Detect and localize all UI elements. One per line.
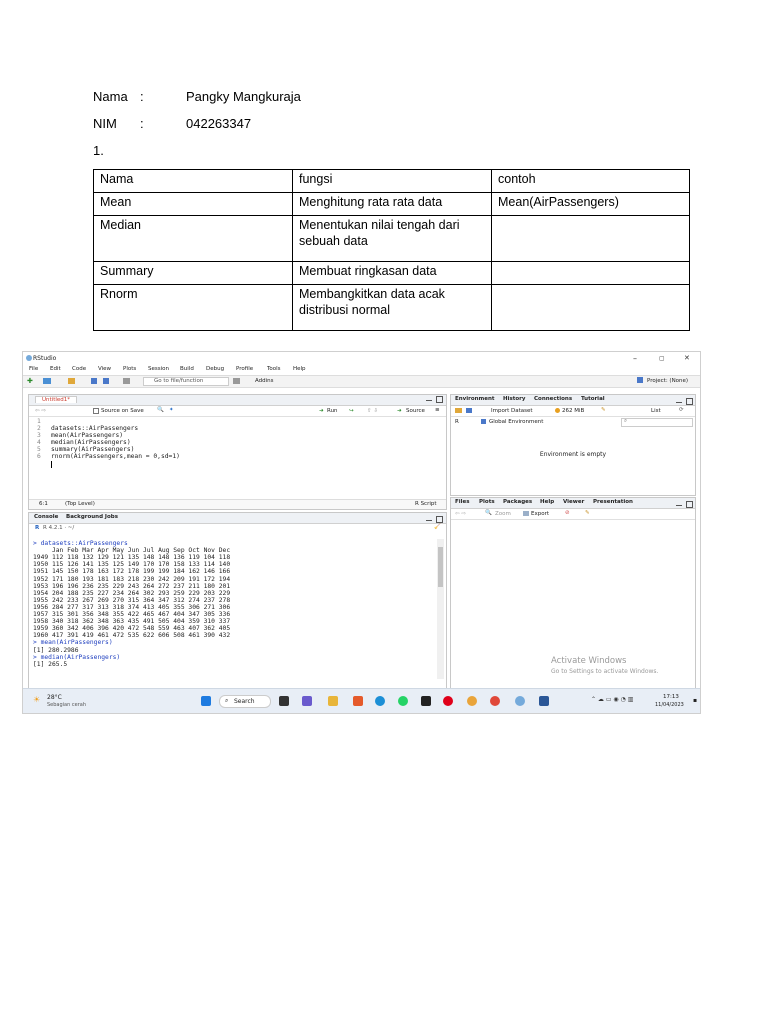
maximize-pane-icon[interactable] xyxy=(686,398,693,405)
window-title: RStudio xyxy=(33,355,57,362)
table-cell: Summary xyxy=(94,262,293,285)
tab-connections[interactable]: Connections xyxy=(534,396,573,402)
project-icon xyxy=(637,377,643,383)
source-on-save-label: Source on Save xyxy=(101,408,144,414)
tab-background-jobs[interactable]: Background Jobs xyxy=(66,514,118,520)
weather-description[interactable]: Sebagian cerah xyxy=(47,702,86,708)
nim-separator: : xyxy=(140,116,144,131)
menu-build[interactable]: Build xyxy=(180,366,194,372)
menu-help[interactable]: Help xyxy=(293,366,306,372)
environment-empty-message: Environment is empty xyxy=(539,451,607,458)
table-cell: Menghitung rata rata data xyxy=(293,193,492,216)
tab-console[interactable]: Console xyxy=(34,514,59,520)
project-menu[interactable]: Project: (None) xyxy=(647,378,689,384)
question-number: 1. xyxy=(93,143,104,158)
language-select[interactable]: R xyxy=(455,419,459,425)
list-view-button[interactable]: List xyxy=(651,408,661,414)
code-line[interactable]: summary(AirPassengers) xyxy=(51,446,135,454)
editor-tabbar xyxy=(29,395,446,406)
table-cell xyxy=(492,216,690,262)
goto-file-input[interactable] xyxy=(143,377,229,386)
minimize-pane-icon[interactable] xyxy=(676,399,682,403)
outline-icon[interactable]: ≡ xyxy=(435,407,440,413)
plots-toolbar xyxy=(451,509,695,520)
rerun-icon[interactable]: ↪ xyxy=(349,408,354,414)
tab-plots[interactable]: Plots xyxy=(479,499,495,505)
tab-untitled1[interactable]: Untitled1* xyxy=(35,396,77,403)
table-header-cell: fungsi xyxy=(293,170,492,193)
environment-pane xyxy=(450,394,696,496)
maximize-pane-icon[interactable] xyxy=(436,516,443,523)
console-line: 1951 145 150 178 163 172 178 199 199 184 162 146 166 xyxy=(33,568,231,576)
globe-icon xyxy=(481,419,486,424)
table-cell xyxy=(492,285,690,331)
source-button[interactable]: Source xyxy=(406,408,425,414)
console-line: 1952 171 180 193 181 183 218 230 242 209 191 172 194 xyxy=(33,575,231,583)
store-icon[interactable] xyxy=(421,696,431,706)
console-line: 1956 284 277 317 313 318 374 413 405 355 306 271 306 xyxy=(33,603,231,611)
table-header-cell: Nama xyxy=(94,170,293,193)
run-button[interactable]: Run xyxy=(327,408,338,414)
load-workspace-icon[interactable] xyxy=(455,408,462,413)
table-cell: Menentukan nilai tengah dari sebuah data xyxy=(293,216,492,262)
console-line: > median(AirPassengers) xyxy=(33,653,121,661)
print-icon[interactable] xyxy=(123,378,130,384)
menu-profile[interactable]: Profile xyxy=(236,366,254,372)
console-line: 1950 115 126 141 135 125 149 170 170 158 133 114 140 xyxy=(33,561,231,569)
console-line: 1954 204 188 235 227 234 264 302 293 259 229 203 229 xyxy=(33,589,231,597)
memory-usage[interactable]: 262 MiB xyxy=(562,408,585,414)
minimize-pane-icon[interactable] xyxy=(426,517,432,521)
open-file-icon[interactable] xyxy=(68,378,75,384)
console-output[interactable] xyxy=(33,533,230,668)
environment-scope-bar xyxy=(451,417,695,427)
code-line[interactable]: mean(AirPassengers) xyxy=(51,432,124,440)
edge-icon[interactable] xyxy=(375,696,385,706)
file-type[interactable]: R Script xyxy=(415,501,437,507)
environment-search-input[interactable] xyxy=(621,418,693,427)
files-pane xyxy=(450,497,696,689)
table-row xyxy=(94,216,690,262)
maximize-button[interactable]: ▢ xyxy=(659,355,665,362)
console-line: 1958 340 318 362 348 363 435 491 505 404 359 310 337 xyxy=(33,618,231,626)
tab-files[interactable]: Files xyxy=(455,499,470,505)
start-button[interactable] xyxy=(201,696,211,706)
wand-icon[interactable]: ✦ xyxy=(169,407,174,413)
windows-taskbar xyxy=(23,688,700,714)
goto-file-placeholder: Go to file/function xyxy=(154,378,204,384)
console-line: 1957 315 301 356 348 355 422 465 467 404 347 305 336 xyxy=(33,611,231,619)
rstudio-logo-icon xyxy=(26,355,32,361)
clear-console-icon[interactable]: 🧹 xyxy=(434,524,441,530)
menu-code[interactable]: Code xyxy=(72,366,87,372)
table-cell: Membangkitkan data acak distribusi normal xyxy=(293,285,492,331)
tab-packages[interactable]: Packages xyxy=(503,499,533,505)
files-tabbar xyxy=(451,498,695,509)
table-row xyxy=(94,262,690,285)
console-line: 1955 242 233 267 269 270 315 364 347 312 274 237 278 xyxy=(33,596,231,604)
task-view-icon[interactable] xyxy=(279,696,289,706)
code-line[interactable]: datasets::AirPassengers xyxy=(51,425,139,433)
notification-icon[interactable]: ▪ xyxy=(693,697,698,704)
chat-icon[interactable] xyxy=(302,696,312,706)
zoom-button[interactable]: Zoom xyxy=(495,511,511,517)
console-tabbar xyxy=(29,513,446,524)
main-toolbar xyxy=(23,375,700,388)
cursor-position: 6:1 xyxy=(39,501,48,507)
back-arrow-icon[interactable]: ⇦ ⇨ xyxy=(35,408,46,414)
activate-windows-subtitle: Go to Settings to activate Windows. xyxy=(551,668,659,675)
console-line: [1] 265.5 xyxy=(33,660,68,668)
firefox-icon[interactable] xyxy=(353,696,363,706)
broom-icon[interactable]: ✎ xyxy=(585,510,590,516)
menu-file[interactable]: File xyxy=(29,366,39,372)
plot-navigation-icon[interactable]: ⇦ ⇨ xyxy=(455,511,466,517)
export-button[interactable]: Export xyxy=(531,511,550,517)
search-icon: ⌕ xyxy=(225,697,229,704)
console-line: [1] 280.2986 xyxy=(33,646,79,654)
close-button[interactable]: ✕ xyxy=(684,354,690,362)
minimize-button[interactable]: – xyxy=(633,354,637,363)
weather-temperature[interactable]: 28°C xyxy=(47,694,62,701)
source-arrow-icon: ➜ xyxy=(397,408,402,414)
memory-icon xyxy=(555,408,560,413)
tab-tutorial[interactable]: Tutorial xyxy=(581,396,605,402)
console-line: Jan Feb Mar Apr May Jun Jul Aug Sep Oct Nov Dec xyxy=(33,547,231,555)
word-icon[interactable] xyxy=(539,696,549,706)
taskbar-search[interactable] xyxy=(219,695,271,708)
scrollbar-thumb[interactable] xyxy=(438,547,443,587)
clock-date[interactable]: 11/04/2023 xyxy=(655,702,684,708)
table-cell: Mean xyxy=(94,193,293,216)
maximize-pane-icon[interactable] xyxy=(686,501,693,508)
code-lines[interactable] xyxy=(51,418,180,468)
app-icon[interactable] xyxy=(490,696,500,706)
layout-icon[interactable] xyxy=(233,378,240,384)
nama-label: Nama xyxy=(93,89,128,104)
import-dataset-button[interactable]: Import Dataset xyxy=(491,408,533,414)
maximize-pane-icon[interactable] xyxy=(436,396,443,403)
remove-plot-icon[interactable]: ⊘ xyxy=(565,510,570,516)
search-icon: ⌕ xyxy=(624,418,628,424)
chrome-icon[interactable] xyxy=(467,696,477,706)
table-row xyxy=(94,193,690,216)
up-down-icon[interactable]: ⇧ ⇩ xyxy=(367,408,378,414)
scope-select[interactable]: Global Environment xyxy=(489,419,544,425)
text-cursor xyxy=(51,461,56,468)
nama-value: Pangky Mangkuraja xyxy=(186,89,301,104)
menu-view[interactable]: View xyxy=(98,366,112,372)
tab-history[interactable]: History xyxy=(503,396,526,402)
rstudio-screenshot xyxy=(22,351,701,714)
save-workspace-icon[interactable] xyxy=(466,408,472,413)
menu-session[interactable]: Session xyxy=(148,366,169,372)
minimize-pane-icon[interactable] xyxy=(426,397,432,401)
whatsapp-icon[interactable] xyxy=(398,696,408,706)
console-line: 1960 417 391 419 461 472 535 622 606 508 461 390 432 xyxy=(33,632,231,640)
opera-icon[interactable] xyxy=(443,696,453,706)
activate-windows-title: Activate Windows xyxy=(551,656,627,666)
console-line: 1959 360 342 406 396 420 472 548 559 463 407 362 405 xyxy=(33,625,231,633)
nim-label: NIM xyxy=(93,116,117,131)
zoom-icon: 🔍 xyxy=(485,510,492,516)
environment-toolbar xyxy=(451,406,695,417)
file-explorer-icon[interactable] xyxy=(328,696,338,706)
console-scrollbar[interactable] xyxy=(437,539,444,679)
code-line[interactable]: median(AirPassengers) xyxy=(51,439,131,447)
table-header-row xyxy=(94,170,690,193)
export-icon xyxy=(523,511,529,516)
table-cell: Median xyxy=(94,216,293,262)
menu-tools[interactable]: Tools xyxy=(267,366,281,372)
menu-plots[interactable]: Plots xyxy=(123,366,137,372)
environment-tabbar xyxy=(451,395,695,406)
menu-debug[interactable]: Debug xyxy=(206,366,225,372)
r-logo-icon: R xyxy=(35,525,40,531)
nama-separator: : xyxy=(140,89,144,104)
tab-environment[interactable]: Environment xyxy=(455,396,495,402)
menu-edit[interactable]: Edit xyxy=(50,366,61,372)
clock-time[interactable]: 17:13 xyxy=(663,694,679,700)
line-numbers: 1 2 3 4 5 6 xyxy=(37,418,41,461)
console-line: 1949 112 118 132 129 121 135 148 148 136 119 104 118 xyxy=(33,554,231,562)
console-line: > mean(AirPassengers) xyxy=(33,639,113,647)
table-cell: Membuat ringkasan data xyxy=(293,262,492,285)
open-project-icon[interactable] xyxy=(43,378,51,384)
console-line: > datasets::AirPassengers xyxy=(33,540,128,548)
editor-toolbar xyxy=(29,406,446,417)
refresh-icon[interactable]: ⟳ xyxy=(679,407,684,413)
menu-bar xyxy=(23,365,700,375)
scope-indicator[interactable]: (Top Level) xyxy=(65,501,95,507)
console-pane xyxy=(28,512,447,689)
rstudio-taskbar-icon[interactable] xyxy=(515,696,525,706)
broom-icon[interactable]: ✎ xyxy=(601,407,606,413)
table-cell xyxy=(492,262,690,285)
tab-viewer[interactable]: Viewer xyxy=(563,499,585,505)
console-line: 1953 196 196 236 235 229 243 264 272 237 211 180 201 xyxy=(33,582,231,590)
table-row xyxy=(94,285,690,331)
tab-presentation[interactable]: Presentation xyxy=(593,499,633,505)
source-on-save-checkbox[interactable] xyxy=(93,408,99,414)
run-arrow-icon: ➜ xyxy=(319,408,324,414)
new-file-icon[interactable]: ✚ xyxy=(27,377,33,385)
editor-pane xyxy=(28,394,447,510)
r-version: R 4.2.1 · ~/ xyxy=(43,525,75,531)
taskbar-search-label: Search xyxy=(234,698,255,705)
title-bar xyxy=(23,352,700,365)
code-line[interactable]: rnorm(AirPassengers,mean = 0,sd=1) xyxy=(51,453,180,461)
tab-help[interactable]: Help xyxy=(540,499,555,505)
system-tray-icons[interactable]: ⌃ ☁ ▭ ◉ ◔ ▥ xyxy=(591,696,634,703)
editor-statusbar xyxy=(29,499,446,509)
save-all-icon[interactable] xyxy=(103,378,109,384)
table-cell: Mean(AirPassengers) xyxy=(492,193,690,216)
function-table xyxy=(93,169,690,331)
table-header-cell: contoh xyxy=(492,170,690,193)
search-icon[interactable]: 🔍 xyxy=(157,407,164,413)
weather-icon[interactable]: ☀ xyxy=(33,695,41,704)
addins-button[interactable]: Addins xyxy=(255,378,274,384)
minimize-pane-icon[interactable] xyxy=(676,502,682,506)
save-icon[interactable] xyxy=(91,378,97,384)
nim-value: 042263347 xyxy=(186,116,252,131)
table-cell: Rnorm xyxy=(94,285,293,331)
